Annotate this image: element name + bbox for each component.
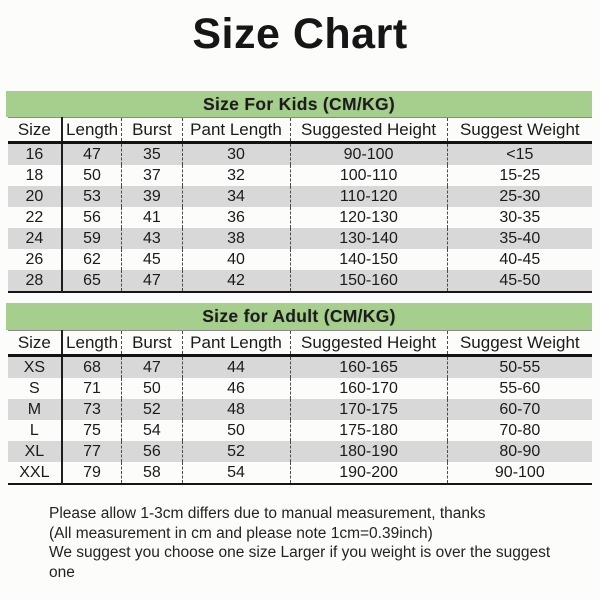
table-cell: 41 xyxy=(122,207,182,228)
column-header: Length xyxy=(62,118,122,143)
table-row xyxy=(8,165,592,186)
table-cell: 45 xyxy=(122,249,182,270)
table-cell: 62 xyxy=(62,249,122,270)
table-cell: 45-50 xyxy=(499,271,541,289)
table-cell: 71 xyxy=(62,378,122,399)
table-cell: 100-110 xyxy=(290,165,447,186)
column-header: Burst xyxy=(122,331,182,356)
table-cell: 77 xyxy=(62,441,122,462)
table-cell: 75 xyxy=(62,420,122,441)
note-line: Please allow 1-3cm differs due to manual measurement, thanks xyxy=(49,505,486,522)
note-line: We suggest you choose one size Larger if you weight is over the suggest one xyxy=(49,544,551,581)
table-cell: 59 xyxy=(62,228,122,249)
table-cell: 40-45 xyxy=(499,250,541,268)
table-cell: 40 xyxy=(182,249,290,270)
column-header: Suggest Weight xyxy=(459,332,580,352)
table-row xyxy=(8,462,592,484)
table-cell: 42 xyxy=(182,270,290,292)
column-header: Suggested Height xyxy=(290,331,447,356)
table-cell: 26 xyxy=(8,249,62,270)
adult-section-banner: Size for Adult (CM/KG) xyxy=(6,303,592,330)
table-cell: 175-180 xyxy=(290,420,447,441)
table-cell: 28 xyxy=(8,270,62,292)
table-row xyxy=(8,441,592,462)
table-row xyxy=(8,228,592,249)
table-cell: 54 xyxy=(122,420,182,441)
table-cell: 43 xyxy=(122,228,182,249)
table-row xyxy=(8,270,592,292)
table-cell: 68 xyxy=(62,356,122,379)
table-row xyxy=(8,186,592,207)
table-cell: 140-150 xyxy=(290,249,447,270)
table-cell: 190-200 xyxy=(290,462,447,484)
column-header: Length xyxy=(62,331,122,356)
column-header: Pant Length xyxy=(182,331,290,356)
table-cell: 15-25 xyxy=(499,166,541,184)
table-cell: S xyxy=(8,378,62,399)
table-cell: 25-30 xyxy=(499,187,541,205)
table-row xyxy=(8,143,592,166)
page-title: Size Chart xyxy=(192,10,408,58)
table-cell: 24 xyxy=(8,228,62,249)
table-cell: 32 xyxy=(182,165,290,186)
table-cell: 47 xyxy=(122,270,182,292)
adult-header-row xyxy=(8,331,592,356)
table-cell: 22 xyxy=(8,207,62,228)
table-cell: 90-100 xyxy=(494,463,545,481)
table-cell: XXL xyxy=(8,462,62,484)
table-cell: 35 xyxy=(122,143,182,166)
adult-table-body xyxy=(8,356,592,485)
table-cell: XS xyxy=(8,356,62,379)
table-cell: 120-130 xyxy=(290,207,447,228)
table-cell: 30 xyxy=(182,143,290,166)
table-cell: 34 xyxy=(182,186,290,207)
table-cell: 160-165 xyxy=(290,356,447,379)
table-cell: 53 xyxy=(62,186,122,207)
table-row xyxy=(8,356,592,379)
adult-size-table xyxy=(8,330,592,485)
column-header: Size xyxy=(8,331,62,356)
table-row xyxy=(8,399,592,420)
table-cell: 50-55 xyxy=(499,358,541,376)
table-cell: 35-40 xyxy=(499,229,541,247)
table-cell: 180-190 xyxy=(290,441,447,462)
column-header: Suggest Weight xyxy=(459,119,580,139)
table-cell: 56 xyxy=(62,207,122,228)
table-cell: 39 xyxy=(122,186,182,207)
table-cell: 110-120 xyxy=(290,186,447,207)
table-row xyxy=(8,420,592,441)
table-cell: 47 xyxy=(122,356,182,379)
table-cell: 55-60 xyxy=(499,379,541,397)
table-row xyxy=(8,378,592,399)
table-cell: 80-90 xyxy=(499,442,541,460)
kids-section-banner: Size For Kids (CM/KG) xyxy=(6,91,592,117)
table-cell: 18 xyxy=(8,165,62,186)
table-cell: 50 xyxy=(62,165,122,186)
kids-table-body xyxy=(8,143,592,293)
measurement-notes xyxy=(49,504,569,582)
table-cell: 150-160 xyxy=(290,270,447,292)
table-cell: XL xyxy=(8,441,62,462)
column-header: Suggested Height xyxy=(290,118,447,143)
table-cell: 90-100 xyxy=(290,143,447,166)
table-cell: <15 xyxy=(506,145,534,163)
column-header: Burst xyxy=(122,118,182,143)
table-cell: 30-35 xyxy=(499,208,541,226)
table-cell: 36 xyxy=(182,207,290,228)
column-header: Size xyxy=(8,118,62,143)
table-cell: 52 xyxy=(122,399,182,420)
table-cell: 20 xyxy=(8,186,62,207)
table-cell: 79 xyxy=(62,462,122,484)
table-cell: 50 xyxy=(182,420,290,441)
table-cell: 50 xyxy=(122,378,182,399)
table-cell: 65 xyxy=(62,270,122,292)
table-cell: 48 xyxy=(182,399,290,420)
table-cell: 58 xyxy=(122,462,182,484)
kids-size-table xyxy=(8,117,592,293)
table-cell: 38 xyxy=(182,228,290,249)
table-cell: 46 xyxy=(182,378,290,399)
table-cell: 54 xyxy=(182,462,290,484)
table-cell: 47 xyxy=(62,143,122,166)
table-row xyxy=(8,249,592,270)
table-cell: 44 xyxy=(182,356,290,379)
table-cell: 73 xyxy=(62,399,122,420)
column-header: Pant Length xyxy=(182,118,290,143)
table-cell: 160-170 xyxy=(290,378,447,399)
table-cell: 130-140 xyxy=(290,228,447,249)
table-cell: 60-70 xyxy=(499,400,541,418)
kids-header-row xyxy=(8,118,592,143)
table-cell: 170-175 xyxy=(290,399,447,420)
note-line: (All measurement in cm and please note 1cm=0.39inch) xyxy=(49,524,433,542)
table-cell: 52 xyxy=(182,441,290,462)
table-row xyxy=(8,207,592,228)
table-cell: 56 xyxy=(122,441,182,462)
table-cell: 16 xyxy=(8,143,62,166)
table-cell: 37 xyxy=(122,165,182,186)
table-cell: 70-80 xyxy=(499,421,541,439)
table-cell: L xyxy=(8,420,62,441)
table-cell: M xyxy=(8,399,62,420)
